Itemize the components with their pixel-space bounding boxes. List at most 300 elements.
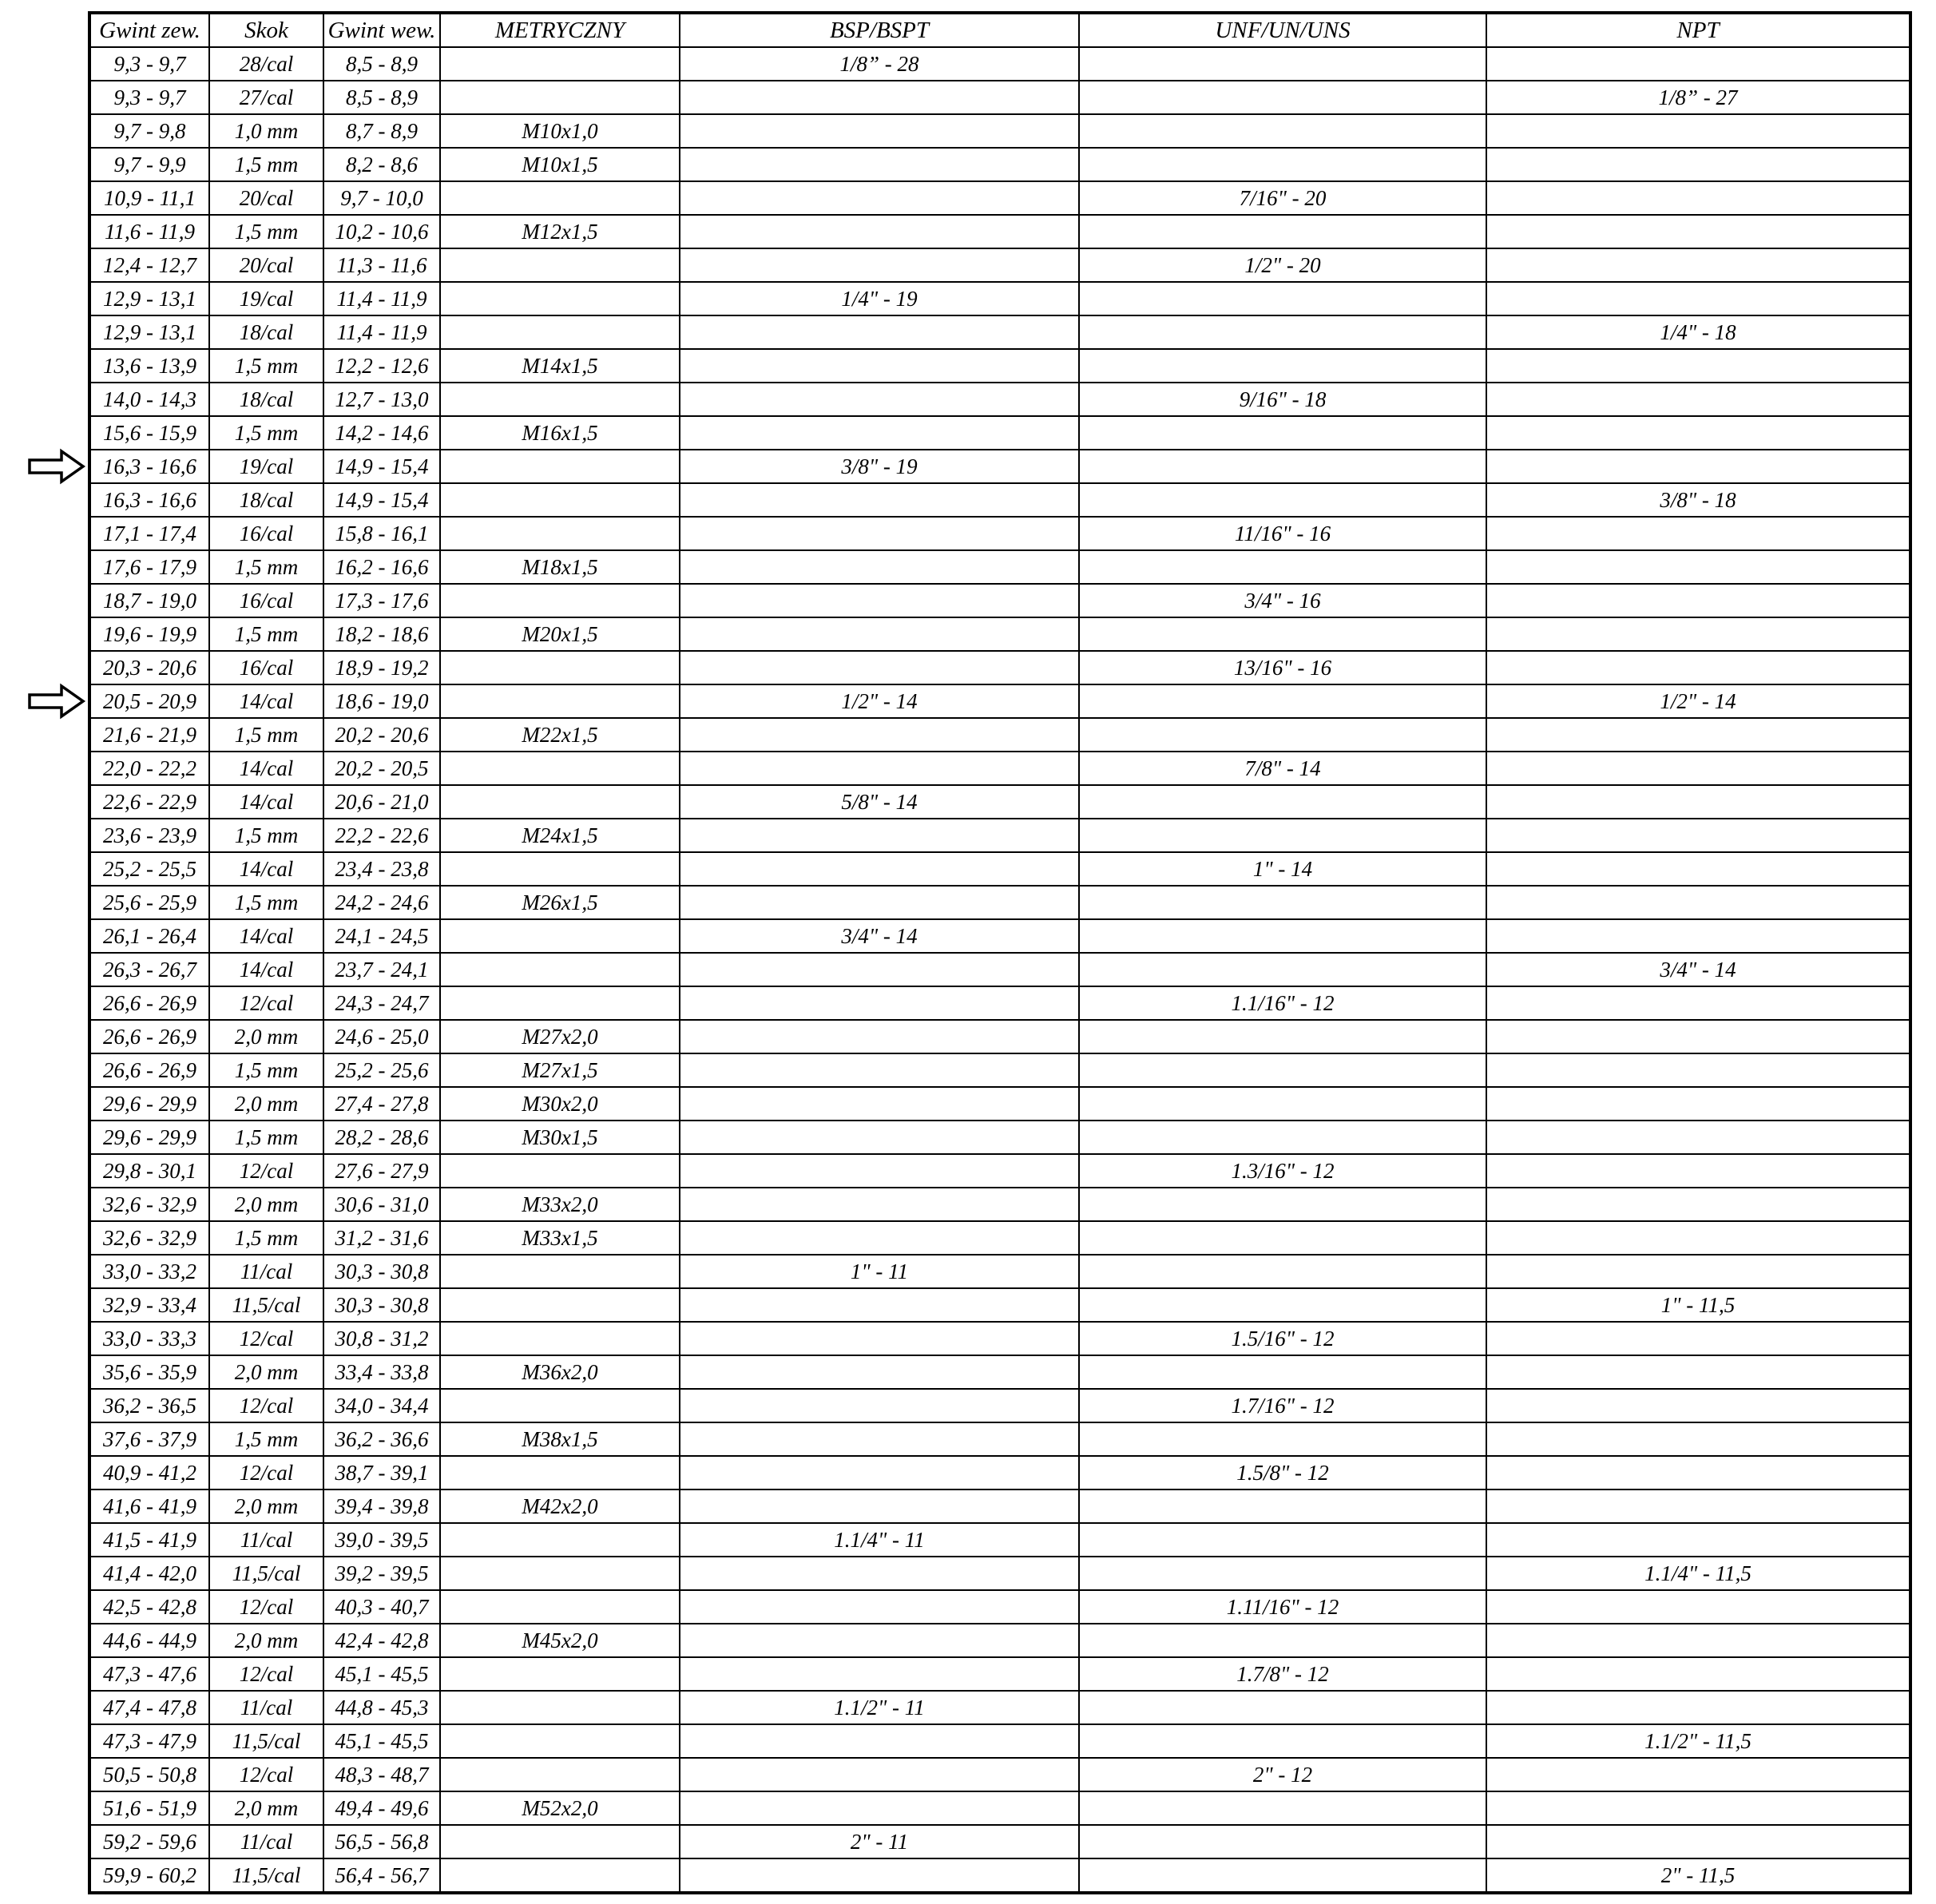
table-cell — [1079, 1121, 1486, 1154]
table-row — [89, 416, 1910, 450]
table-cell: 11,4 - 11,9 — [323, 282, 440, 315]
table-cell — [440, 1724, 680, 1758]
table-cell: 8,5 - 8,9 — [323, 47, 440, 81]
table-cell — [1486, 550, 1910, 584]
table-cell: 23,6 - 23,9 — [89, 819, 209, 852]
table-cell — [1486, 1624, 1910, 1657]
table-cell: 20,2 - 20,6 — [323, 718, 440, 752]
table-cell — [1079, 1255, 1486, 1288]
table-cell: 19,6 - 19,9 — [89, 617, 209, 651]
table-cell — [1486, 114, 1910, 148]
col-header-metryczny: METRYCZNY — [440, 13, 680, 47]
table-cell: 1/2" - 20 — [1079, 248, 1486, 282]
table-cell — [680, 1020, 1079, 1053]
table-cell: 1.1/4" - 11 — [680, 1523, 1079, 1557]
table-cell — [680, 1053, 1079, 1087]
table-cell: 8,2 - 8,6 — [323, 148, 440, 181]
table-cell: 40,3 - 40,7 — [323, 1590, 440, 1624]
table-row — [89, 483, 1910, 517]
table-cell: 2,0 mm — [209, 1489, 323, 1523]
table-cell: 18/cal — [209, 483, 323, 517]
table-cell: 16/cal — [209, 517, 323, 550]
table-cell: 9,7 - 9,8 — [89, 114, 209, 148]
table-row — [89, 47, 1910, 81]
table-cell — [1079, 953, 1486, 986]
table-cell: 14,9 - 15,4 — [323, 483, 440, 517]
table-cell — [1079, 215, 1486, 248]
table-cell — [680, 986, 1079, 1020]
table-cell — [680, 718, 1079, 752]
table-cell — [1079, 1087, 1486, 1121]
table-cell: 8,7 - 8,9 — [323, 114, 440, 148]
col-header-gwint-wew: Gwint wew. — [323, 13, 440, 47]
table-row — [89, 550, 1910, 584]
table-row — [89, 282, 1910, 315]
table-cell: 12/cal — [209, 1389, 323, 1422]
table-cell — [440, 919, 680, 953]
table-row — [89, 248, 1910, 282]
table-cell — [680, 1121, 1079, 1154]
table-cell — [1486, 517, 1910, 550]
table-row — [89, 349, 1910, 383]
table-cell: 14/cal — [209, 684, 323, 718]
table-cell: 26,3 - 26,7 — [89, 953, 209, 986]
table-cell — [1486, 785, 1910, 819]
table-row — [89, 315, 1910, 349]
table-cell — [680, 1221, 1079, 1255]
table-cell: 11,3 - 11,6 — [323, 248, 440, 282]
table-cell — [1079, 1288, 1486, 1322]
table-cell: 23,7 - 24,1 — [323, 953, 440, 986]
table-cell: 59,2 - 59,6 — [89, 1825, 209, 1858]
table-cell — [440, 986, 680, 1020]
table-row — [89, 584, 1910, 617]
table-cell: 20/cal — [209, 248, 323, 282]
table-cell: 1.5/16" - 12 — [1079, 1322, 1486, 1355]
table-cell — [1486, 617, 1910, 651]
table-cell — [1486, 1087, 1910, 1121]
table-cell: 19/cal — [209, 450, 323, 483]
table-cell — [680, 517, 1079, 550]
table-row — [89, 148, 1910, 181]
table-cell: 1.11/16" - 12 — [1079, 1590, 1486, 1624]
table-cell — [680, 1154, 1079, 1188]
table-cell — [1486, 1489, 1910, 1523]
table-cell — [1486, 1355, 1910, 1389]
table-cell — [1486, 1020, 1910, 1053]
table-cell: 20/cal — [209, 181, 323, 215]
table-cell: 3/8" - 18 — [1486, 483, 1910, 517]
table-cell — [680, 852, 1079, 886]
table-cell: 18/cal — [209, 383, 323, 416]
table-cell: 1/8” - 27 — [1486, 81, 1910, 114]
table-cell: 16,3 - 16,6 — [89, 483, 209, 517]
table-cell: 29,8 - 30,1 — [89, 1154, 209, 1188]
table-cell: 25,2 - 25,6 — [323, 1053, 440, 1087]
table-cell — [440, 1523, 680, 1557]
table-cell: 26,6 - 26,9 — [89, 1053, 209, 1087]
table-cell: 13/16" - 16 — [1079, 651, 1486, 684]
table-cell — [440, 1255, 680, 1288]
table-cell — [1486, 383, 1910, 416]
table-row — [89, 1758, 1910, 1791]
table-cell — [680, 584, 1079, 617]
col-header-gwint-zew: Gwint zew. — [89, 13, 209, 47]
table-cell — [1486, 1188, 1910, 1221]
table-cell: 22,0 - 22,2 — [89, 752, 209, 785]
table-cell: 1/4" - 18 — [1486, 315, 1910, 349]
table-cell — [680, 1322, 1079, 1355]
table-cell: 11,5/cal — [209, 1288, 323, 1322]
table-cell: 11,6 - 11,9 — [89, 215, 209, 248]
table-cell — [440, 1557, 680, 1590]
table-cell — [1079, 1489, 1486, 1523]
col-header-npt: NPT — [1486, 13, 1910, 47]
table-cell — [440, 181, 680, 215]
table-cell: 1.7/8" - 12 — [1079, 1657, 1486, 1691]
table-cell: M26x1,5 — [440, 886, 680, 919]
table-cell: 1,5 mm — [209, 819, 323, 852]
table-row — [89, 1791, 1910, 1825]
table-cell: 1,5 mm — [209, 1121, 323, 1154]
table-cell — [1486, 1221, 1910, 1255]
table-cell — [440, 852, 680, 886]
table-cell: 1,5 mm — [209, 718, 323, 752]
table-cell — [440, 785, 680, 819]
thread-size-table — [88, 11, 1912, 1894]
table-cell: 27/cal — [209, 81, 323, 114]
table-cell: 14/cal — [209, 919, 323, 953]
table-cell — [1486, 148, 1910, 181]
table-cell — [1486, 181, 1910, 215]
table-cell: 47,3 - 47,9 — [89, 1724, 209, 1758]
table-cell: 30,3 - 30,8 — [323, 1288, 440, 1322]
table-cell: 3/4" - 16 — [1079, 584, 1486, 617]
table-cell: 12/cal — [209, 1322, 323, 1355]
table-cell: 33,0 - 33,2 — [89, 1255, 209, 1288]
table-row — [89, 852, 1910, 886]
table-cell — [680, 651, 1079, 684]
table-cell — [1079, 483, 1486, 517]
table-cell: 14,0 - 14,3 — [89, 383, 209, 416]
table-cell: M14x1,5 — [440, 349, 680, 383]
table-cell — [440, 383, 680, 416]
table-row — [89, 1389, 1910, 1422]
table-row — [89, 1825, 1910, 1858]
table-cell — [680, 1087, 1079, 1121]
table-cell — [1079, 1724, 1486, 1758]
table-cell — [680, 1657, 1079, 1691]
table-cell: M10x1,5 — [440, 148, 680, 181]
table-cell: 12,9 - 13,1 — [89, 315, 209, 349]
table-cell: 1,5 mm — [209, 1053, 323, 1087]
table-cell: 2,0 mm — [209, 1624, 323, 1657]
table-cell — [680, 1288, 1079, 1322]
table-cell — [1079, 1557, 1486, 1590]
table-row — [89, 1355, 1910, 1389]
table-cell — [440, 315, 680, 349]
table-cell: 45,1 - 45,5 — [323, 1657, 440, 1691]
table-cell — [680, 617, 1079, 651]
table-row — [89, 1288, 1910, 1322]
table-cell — [680, 1624, 1079, 1657]
table-cell: 38,7 - 39,1 — [323, 1456, 440, 1489]
table-cell: 24,2 - 24,6 — [323, 886, 440, 919]
table-cell — [1486, 1255, 1910, 1288]
table-cell — [1486, 248, 1910, 282]
table-row — [89, 785, 1910, 819]
table-row — [89, 1154, 1910, 1188]
table-cell: 59,9 - 60,2 — [89, 1858, 209, 1893]
table-cell — [1486, 1389, 1910, 1422]
table-cell — [680, 114, 1079, 148]
table-cell: 2,0 mm — [209, 1355, 323, 1389]
table-cell — [1486, 416, 1910, 450]
table-cell — [440, 684, 680, 718]
table-cell: 1,5 mm — [209, 550, 323, 584]
table-cell: 41,6 - 41,9 — [89, 1489, 209, 1523]
table-cell: 5/8" - 14 — [680, 785, 1079, 819]
table-row — [89, 1322, 1910, 1355]
table-cell: 9/16" - 18 — [1079, 383, 1486, 416]
table-row — [89, 215, 1910, 248]
table-cell: 1,0 mm — [209, 114, 323, 148]
table-cell — [440, 47, 680, 81]
table-cell — [1079, 47, 1486, 81]
table-cell — [680, 1557, 1079, 1590]
table-cell — [1079, 416, 1486, 450]
table-cell: 44,6 - 44,9 — [89, 1624, 209, 1657]
table-cell: 2" - 12 — [1079, 1758, 1486, 1791]
table-row — [89, 819, 1910, 852]
table-cell: 28/cal — [209, 47, 323, 81]
table-cell — [1079, 919, 1486, 953]
table-cell: M30x2,0 — [440, 1087, 680, 1121]
table-row — [89, 1422, 1910, 1456]
table-cell: 18/cal — [209, 315, 323, 349]
table-cell: 12,2 - 12,6 — [323, 349, 440, 383]
table-row — [89, 181, 1910, 215]
table-cell — [440, 1288, 680, 1322]
table-cell: 41,5 - 41,9 — [89, 1523, 209, 1557]
table-row — [89, 1053, 1910, 1087]
table-cell: 16/cal — [209, 584, 323, 617]
table-cell — [1486, 1523, 1910, 1557]
table-row — [89, 1523, 1910, 1557]
table-cell: M12x1,5 — [440, 215, 680, 248]
table-cell — [1079, 1221, 1486, 1255]
table-cell — [1079, 114, 1486, 148]
table-cell — [1486, 215, 1910, 248]
table-cell: 25,2 - 25,5 — [89, 852, 209, 886]
table-cell — [680, 819, 1079, 852]
table-cell: 9,3 - 9,7 — [89, 81, 209, 114]
table-cell: M38x1,5 — [440, 1422, 680, 1456]
table-cell: 1/4" - 19 — [680, 282, 1079, 315]
table-cell: 1,5 mm — [209, 1221, 323, 1255]
table-row — [89, 651, 1910, 684]
table-cell — [1486, 584, 1910, 617]
table-row — [89, 1188, 1910, 1221]
table-cell: 42,5 - 42,8 — [89, 1590, 209, 1624]
table-cell: 14,2 - 14,6 — [323, 416, 440, 450]
table-cell: 25,6 - 25,9 — [89, 886, 209, 919]
col-header-bsp-bspt: BSP/BSPT — [680, 13, 1079, 47]
table-cell: 1,5 mm — [209, 215, 323, 248]
table-cell: 37,6 - 37,9 — [89, 1422, 209, 1456]
table-cell — [1486, 986, 1910, 1020]
table-cell: 30,8 - 31,2 — [323, 1322, 440, 1355]
table-cell — [1486, 1657, 1910, 1691]
table-cell: 41,4 - 42,0 — [89, 1557, 209, 1590]
table-cell — [680, 1456, 1079, 1489]
table-cell — [680, 550, 1079, 584]
table-cell — [1079, 1825, 1486, 1858]
table-cell: 12/cal — [209, 986, 323, 1020]
table-cell — [440, 584, 680, 617]
table-cell: 21,6 - 21,9 — [89, 718, 209, 752]
table-cell — [680, 248, 1079, 282]
table-cell: 3/4" - 14 — [1486, 953, 1910, 986]
table-cell: 33,4 - 33,8 — [323, 1355, 440, 1389]
table-cell: 15,8 - 16,1 — [323, 517, 440, 550]
header-row — [89, 13, 1910, 47]
table-cell: M42x2,0 — [440, 1489, 680, 1523]
table-cell — [1486, 349, 1910, 383]
table-cell: 12/cal — [209, 1590, 323, 1624]
table-cell: 51,6 - 51,9 — [89, 1791, 209, 1825]
table-cell — [680, 1422, 1079, 1456]
table-cell — [440, 1322, 680, 1355]
table-cell — [1486, 1590, 1910, 1624]
table-row — [89, 1557, 1910, 1590]
table-cell — [1079, 315, 1486, 349]
table-cell: 28,2 - 28,6 — [323, 1121, 440, 1154]
table-cell — [1079, 450, 1486, 483]
table-cell: 20,5 - 20,9 — [89, 684, 209, 718]
table-cell: M18x1,5 — [440, 550, 680, 584]
table-cell: 36,2 - 36,5 — [89, 1389, 209, 1422]
table-cell: 11/cal — [209, 1825, 323, 1858]
table-cell — [680, 81, 1079, 114]
right-arrow-icon — [30, 451, 83, 482]
table-cell — [1079, 349, 1486, 383]
table-cell — [680, 383, 1079, 416]
table-cell: 44,8 - 45,3 — [323, 1691, 440, 1724]
table-row — [89, 1691, 1910, 1724]
table-cell: 14/cal — [209, 953, 323, 986]
table-cell: 11,5/cal — [209, 1557, 323, 1590]
table-cell: 9,7 - 10,0 — [323, 181, 440, 215]
table-cell — [1079, 550, 1486, 584]
table-cell — [1486, 1691, 1910, 1724]
table-cell — [1079, 819, 1486, 852]
table-cell — [680, 1758, 1079, 1791]
table-cell: 14/cal — [209, 752, 323, 785]
table-cell: 27,4 - 27,8 — [323, 1087, 440, 1121]
table-cell — [680, 752, 1079, 785]
table-row — [89, 1221, 1910, 1255]
table-cell: 29,6 - 29,9 — [89, 1087, 209, 1121]
table-cell: 47,4 - 47,8 — [89, 1691, 209, 1724]
table-cell: 30,3 - 30,8 — [323, 1255, 440, 1288]
table-cell: 1,5 mm — [209, 617, 323, 651]
table-cell: 10,9 - 11,1 — [89, 181, 209, 215]
table-cell — [1486, 651, 1910, 684]
table-cell: 56,4 - 56,7 — [323, 1858, 440, 1893]
table-cell: 1,5 mm — [209, 1422, 323, 1456]
table-cell: M16x1,5 — [440, 416, 680, 450]
table-cell: 1.5/8" - 12 — [1079, 1456, 1486, 1489]
table-row — [89, 1724, 1910, 1758]
table-cell — [680, 416, 1079, 450]
table-cell — [440, 1691, 680, 1724]
table-cell: 22,6 - 22,9 — [89, 785, 209, 819]
table-row — [89, 114, 1910, 148]
table-cell: 11/cal — [209, 1691, 323, 1724]
table-cell: 19/cal — [209, 282, 323, 315]
table-cell: 39,4 - 39,8 — [323, 1489, 440, 1523]
table-cell — [1486, 1154, 1910, 1188]
table-cell: 2,0 mm — [209, 1087, 323, 1121]
col-header-unf-un-uns: UNF/UN/UNS — [1079, 13, 1486, 47]
table-cell: 35,6 - 35,9 — [89, 1355, 209, 1389]
table-cell: 23,4 - 23,8 — [323, 852, 440, 886]
table-cell: 10,2 - 10,6 — [323, 215, 440, 248]
table-cell: M30x1,5 — [440, 1121, 680, 1154]
table-cell: M33x2,0 — [440, 1188, 680, 1221]
table-cell: 36,2 - 36,6 — [323, 1422, 440, 1456]
table-cell: 39,0 - 39,5 — [323, 1523, 440, 1557]
table-cell: 12/cal — [209, 1154, 323, 1188]
table-cell: 56,5 - 56,8 — [323, 1825, 440, 1858]
table-cell — [1079, 886, 1486, 919]
table-cell: 11/cal — [209, 1523, 323, 1557]
table-cell: 24,3 - 24,7 — [323, 986, 440, 1020]
table-row — [89, 517, 1910, 550]
table-cell: 24,1 - 24,5 — [323, 919, 440, 953]
table-cell: 1" - 11 — [680, 1255, 1079, 1288]
table-cell: 1,5 mm — [209, 416, 323, 450]
table-cell: M36x2,0 — [440, 1355, 680, 1389]
table-cell: 2,0 mm — [209, 1188, 323, 1221]
table-cell — [680, 953, 1079, 986]
table-cell — [440, 1657, 680, 1691]
table-cell — [440, 1456, 680, 1489]
table-cell — [440, 282, 680, 315]
table-cell: 26,1 - 26,4 — [89, 919, 209, 953]
table-cell: 1" - 14 — [1079, 852, 1486, 886]
table-row — [89, 752, 1910, 785]
table-row — [89, 919, 1910, 953]
table-cell: 17,3 - 17,6 — [323, 584, 440, 617]
table-cell: 29,6 - 29,9 — [89, 1121, 209, 1154]
table-cell: 32,9 - 33,4 — [89, 1288, 209, 1322]
table-cell: 7/16" - 20 — [1079, 181, 1486, 215]
table-cell — [1079, 785, 1486, 819]
table-cell: M45x2,0 — [440, 1624, 680, 1657]
table-cell: M33x1,5 — [440, 1221, 680, 1255]
table-cell — [1486, 1791, 1910, 1825]
table-row — [89, 986, 1910, 1020]
table-cell — [680, 1355, 1079, 1389]
table-cell — [680, 315, 1079, 349]
table-cell: 32,6 - 32,9 — [89, 1188, 209, 1221]
table-cell: 3/4" - 14 — [680, 919, 1079, 953]
table-cell — [1486, 1053, 1910, 1087]
table-cell: M10x1,0 — [440, 114, 680, 148]
table-cell: 1.1/2" - 11,5 — [1486, 1724, 1910, 1758]
